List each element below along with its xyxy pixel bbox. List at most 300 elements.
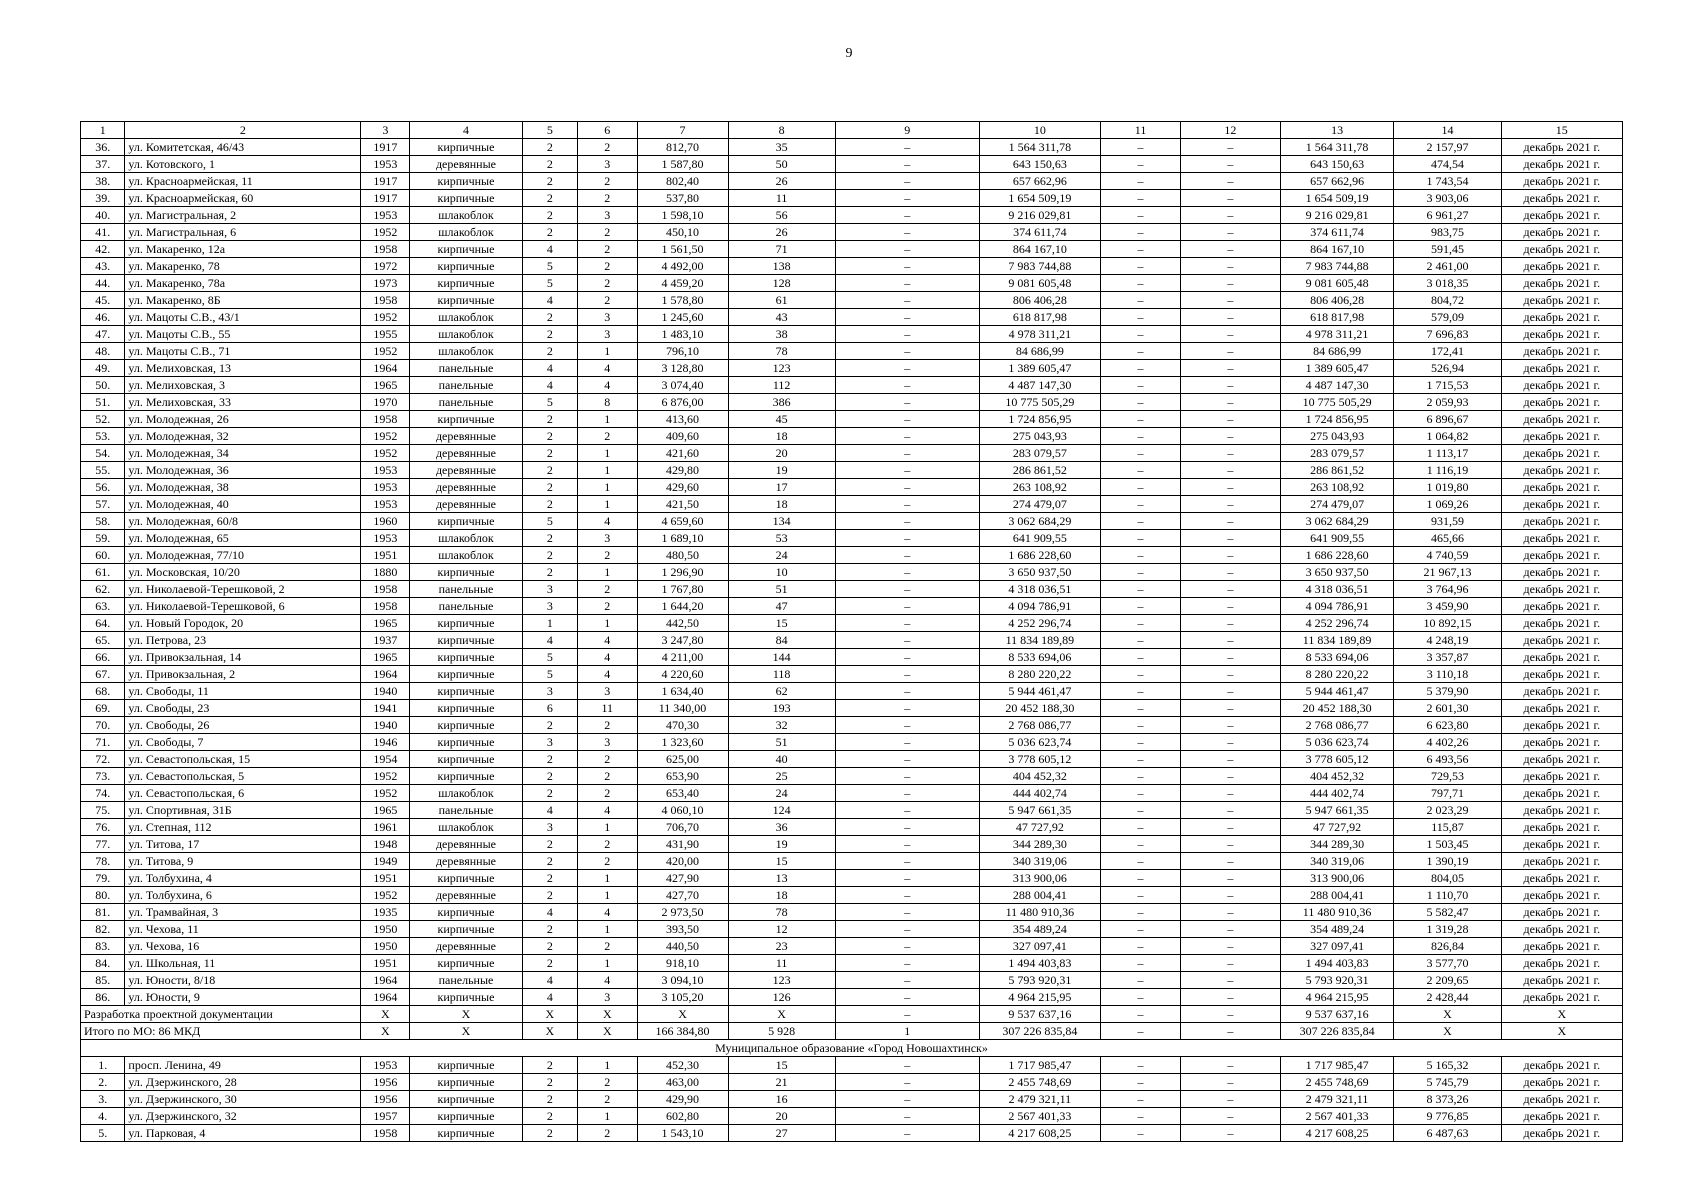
col11-cell: – bbox=[1100, 972, 1180, 989]
entrances-cell: 2 bbox=[578, 428, 638, 445]
col9-cell: – bbox=[835, 462, 979, 479]
area-cell: 463,00 bbox=[637, 1074, 728, 1091]
col11-cell: – bbox=[1100, 224, 1180, 241]
address-cell: ул. Свободы, 7 bbox=[125, 734, 361, 751]
address-cell: ул. Новый Городок, 20 bbox=[125, 615, 361, 632]
residents-cell: 51 bbox=[728, 581, 835, 598]
cost-cell: 11 834 189,89 bbox=[979, 632, 1100, 649]
col9-cell: – bbox=[835, 309, 979, 326]
address-cell: ул. Севастопольская, 5 bbox=[125, 768, 361, 785]
cost-cell: 47 727,92 bbox=[979, 819, 1100, 836]
cost-cell: 3 650 937,50 bbox=[979, 564, 1100, 581]
per-m2-cell: 10 892,15 bbox=[1394, 615, 1501, 632]
material-cell: кирпичные bbox=[410, 139, 523, 156]
col12-cell: – bbox=[1181, 972, 1281, 989]
residents-cell: 138 bbox=[728, 258, 835, 275]
row-number-cell: 58. bbox=[81, 513, 125, 530]
table-row bbox=[81, 921, 1623, 938]
floors-cell: 2 bbox=[522, 343, 577, 360]
cost-cell: 4 252 296,74 bbox=[979, 615, 1100, 632]
col9-cell: – bbox=[835, 479, 979, 496]
deadline-cell: декабрь 2021 г. bbox=[1501, 938, 1622, 955]
year-cell: 1958 bbox=[361, 598, 410, 615]
col9-cell: – bbox=[835, 224, 979, 241]
col11-cell: – bbox=[1100, 156, 1180, 173]
row-number-cell: 74. bbox=[81, 785, 125, 802]
address-cell: ул. Школьная, 11 bbox=[125, 955, 361, 972]
address-cell: ул. Мелиховская, 3 bbox=[125, 377, 361, 394]
entrances-cell: 2 bbox=[578, 751, 638, 768]
material-cell: кирпичные bbox=[410, 649, 523, 666]
entrances-cell: 2 bbox=[578, 547, 638, 564]
per-m2-cell: 172,41 bbox=[1394, 343, 1501, 360]
total-cell: 340 319,06 bbox=[1280, 853, 1394, 870]
material-cell: кирпичные bbox=[410, 989, 523, 1006]
col9-cell: – bbox=[835, 139, 979, 156]
row-number-cell: 70. bbox=[81, 717, 125, 734]
deadline-cell: декабрь 2021 г. bbox=[1501, 700, 1622, 717]
deadline-cell: декабрь 2021 г. bbox=[1501, 785, 1622, 802]
entrances-cell: 2 bbox=[578, 785, 638, 802]
col9-cell: – bbox=[835, 751, 979, 768]
total-cell: 8 533 694,06 bbox=[1280, 649, 1394, 666]
residents-cell: 11 bbox=[728, 190, 835, 207]
col12-cell: – bbox=[1181, 836, 1281, 853]
total-cell: 20 452 188,30 bbox=[1280, 700, 1394, 717]
floors-cell: 2 bbox=[522, 870, 577, 887]
table-row bbox=[81, 564, 1623, 581]
per-m2-cell: 21 967,13 bbox=[1394, 564, 1501, 581]
floors-cell: 2 bbox=[522, 768, 577, 785]
row-number-cell: 48. bbox=[81, 343, 125, 360]
material-cell: панельные bbox=[410, 802, 523, 819]
deadline-cell: декабрь 2021 г. bbox=[1501, 564, 1622, 581]
residents-cell: 56 bbox=[728, 207, 835, 224]
total-cell: 288 004,41 bbox=[1280, 887, 1394, 904]
deadline-cell: декабрь 2021 г. bbox=[1501, 768, 1622, 785]
year-cell: 1958 bbox=[361, 292, 410, 309]
column-number-cell: 14 bbox=[1394, 122, 1501, 139]
deadline-cell: декабрь 2021 г. bbox=[1501, 819, 1622, 836]
material-cell: кирпичные bbox=[410, 683, 523, 700]
material-cell: панельные bbox=[410, 598, 523, 615]
area-cell: 1 634,40 bbox=[637, 683, 728, 700]
col12-cell: – bbox=[1181, 802, 1281, 819]
per-m2-cell: 931,59 bbox=[1394, 513, 1501, 530]
residents-cell: 35 bbox=[728, 139, 835, 156]
area-cell: 1 587,80 bbox=[637, 156, 728, 173]
cost-cell: 5 036 623,74 bbox=[979, 734, 1100, 751]
address-cell: ул. Привокзальная, 14 bbox=[125, 649, 361, 666]
deadline-cell: X bbox=[1501, 1006, 1622, 1023]
col9-cell: – bbox=[835, 632, 979, 649]
material-cell: кирпичные bbox=[410, 275, 523, 292]
col12-cell: – bbox=[1181, 479, 1281, 496]
col12-cell: – bbox=[1181, 275, 1281, 292]
col9-cell: – bbox=[835, 326, 979, 343]
total-cell: 2 768 086,77 bbox=[1280, 717, 1394, 734]
deadline-cell: декабрь 2021 г. bbox=[1501, 921, 1622, 938]
floors-cell: 5 bbox=[522, 649, 577, 666]
floors-cell: 2 bbox=[522, 462, 577, 479]
address-cell: ул. Мацоты С.В., 55 bbox=[125, 326, 361, 343]
table-row bbox=[81, 173, 1623, 190]
residents-cell: 18 bbox=[728, 428, 835, 445]
total-cell: 313 900,06 bbox=[1280, 870, 1394, 887]
cost-cell: 283 079,57 bbox=[979, 445, 1100, 462]
col12-cell: – bbox=[1181, 649, 1281, 666]
col9-cell: – bbox=[835, 1057, 979, 1074]
deadline-cell: декабрь 2021 г. bbox=[1501, 258, 1622, 275]
year-cell: 1958 bbox=[361, 241, 410, 258]
deadline-cell: декабрь 2021 г. bbox=[1501, 581, 1622, 598]
year-cell: 1949 bbox=[361, 853, 410, 870]
address-cell: ул. Комитетская, 46/43 bbox=[125, 139, 361, 156]
col11-cell: – bbox=[1100, 904, 1180, 921]
deadline-cell: декабрь 2021 г. bbox=[1501, 513, 1622, 530]
total-cell: 1 494 403,83 bbox=[1280, 955, 1394, 972]
column-number-cell: 7 bbox=[637, 122, 728, 139]
row-number-cell: 73. bbox=[81, 768, 125, 785]
floors-cell: 2 bbox=[522, 938, 577, 955]
year-cell: 1953 bbox=[361, 1057, 410, 1074]
address-cell: ул. Севастопольская, 15 bbox=[125, 751, 361, 768]
area-cell: 4 492,00 bbox=[637, 258, 728, 275]
cost-cell: 1 686 228,60 bbox=[979, 547, 1100, 564]
total-cell: 4 978 311,21 bbox=[1280, 326, 1394, 343]
column-number-cell: 3 bbox=[361, 122, 410, 139]
year-cell: 1952 bbox=[361, 224, 410, 241]
floors-cell: 2 bbox=[522, 156, 577, 173]
col12-cell: – bbox=[1181, 887, 1281, 904]
col12-cell: – bbox=[1181, 1057, 1281, 1074]
col11-cell: – bbox=[1100, 1108, 1180, 1125]
table-row bbox=[81, 360, 1623, 377]
year-cell: 1965 bbox=[361, 377, 410, 394]
deadline-cell: X bbox=[1501, 1023, 1622, 1040]
col11-cell: – bbox=[1100, 989, 1180, 1006]
entrances-cell: 1 bbox=[578, 819, 638, 836]
entrances-cell: 2 bbox=[578, 836, 638, 853]
address-cell: ул. Дзержинского, 32 bbox=[125, 1108, 361, 1125]
floors-cell: 3 bbox=[522, 734, 577, 751]
deadline-cell: декабрь 2021 г. bbox=[1501, 496, 1622, 513]
area-cell: 812,70 bbox=[637, 139, 728, 156]
year-cell: 1937 bbox=[361, 632, 410, 649]
material-cell: кирпичные bbox=[410, 921, 523, 938]
total-cell: 283 079,57 bbox=[1280, 445, 1394, 462]
entrances-cell: 2 bbox=[578, 275, 638, 292]
address-cell: ул. Титова, 17 bbox=[125, 836, 361, 853]
table-row bbox=[81, 139, 1623, 156]
per-m2-cell: 2 209,65 bbox=[1394, 972, 1501, 989]
entrances-cell: 1 bbox=[578, 921, 638, 938]
deadline-cell: декабрь 2021 г. bbox=[1501, 428, 1622, 445]
col12-cell: – bbox=[1181, 1125, 1281, 1142]
cost-cell: 7 983 744,88 bbox=[979, 258, 1100, 275]
deadline-cell: декабрь 2021 г. bbox=[1501, 411, 1622, 428]
material-cell: панельные bbox=[410, 972, 523, 989]
residents-cell: 43 bbox=[728, 309, 835, 326]
row-number-cell: 61. bbox=[81, 564, 125, 581]
col12-cell: – bbox=[1181, 683, 1281, 700]
entrances-cell: 4 bbox=[578, 513, 638, 530]
deadline-cell: декабрь 2021 г. bbox=[1501, 1091, 1622, 1108]
per-m2-cell: 3 018,35 bbox=[1394, 275, 1501, 292]
residents-cell: 15 bbox=[728, 1057, 835, 1074]
deadline-cell: декабрь 2021 г. bbox=[1501, 955, 1622, 972]
row-number-cell: 79. bbox=[81, 870, 125, 887]
floors-cell: 5 bbox=[522, 275, 577, 292]
area-cell: 1 578,80 bbox=[637, 292, 728, 309]
entrances-cell: 2 bbox=[578, 190, 638, 207]
year-cell: 1951 bbox=[361, 547, 410, 564]
residents-cell: 118 bbox=[728, 666, 835, 683]
cost-cell: 9 216 029,81 bbox=[979, 207, 1100, 224]
col12-cell: – bbox=[1181, 139, 1281, 156]
residents-cell: 47 bbox=[728, 598, 835, 615]
col9-cell: – bbox=[835, 717, 979, 734]
table-row bbox=[81, 581, 1623, 598]
residents-cell: 84 bbox=[728, 632, 835, 649]
col9-cell: – bbox=[835, 241, 979, 258]
deadline-cell: декабрь 2021 г. bbox=[1501, 904, 1622, 921]
total-cell: 5 944 461,47 bbox=[1280, 683, 1394, 700]
material-cell: кирпичные bbox=[410, 411, 523, 428]
col9-cell: – bbox=[835, 394, 979, 411]
per-m2-cell: 1 503,45 bbox=[1394, 836, 1501, 853]
col11-cell: – bbox=[1100, 496, 1180, 513]
residents-cell: 11 bbox=[728, 955, 835, 972]
year-cell: 1961 bbox=[361, 819, 410, 836]
floors-cell: 3 bbox=[522, 819, 577, 836]
col12-cell: – bbox=[1181, 241, 1281, 258]
column-number-cell: 6 bbox=[578, 122, 638, 139]
year-cell: 1952 bbox=[361, 768, 410, 785]
entrances-cell: 3 bbox=[578, 683, 638, 700]
per-m2-cell: 5 745,79 bbox=[1394, 1074, 1501, 1091]
row-number-cell: 57. bbox=[81, 496, 125, 513]
residents-cell: X bbox=[728, 1006, 835, 1023]
col11-cell: – bbox=[1100, 683, 1180, 700]
year-cell: 1972 bbox=[361, 258, 410, 275]
per-m2-cell: 6 493,56 bbox=[1394, 751, 1501, 768]
row-number-cell: 37. bbox=[81, 156, 125, 173]
per-m2-cell: 3 903,06 bbox=[1394, 190, 1501, 207]
floors-cell: 2 bbox=[522, 1074, 577, 1091]
col9-cell: – bbox=[835, 428, 979, 445]
col11-cell: – bbox=[1100, 598, 1180, 615]
floors-cell: 1 bbox=[522, 615, 577, 632]
cost-cell: 307 226 835,84 bbox=[979, 1023, 1100, 1040]
floors-cell: 2 bbox=[522, 428, 577, 445]
residents-cell: 51 bbox=[728, 734, 835, 751]
row-number-cell: 66. bbox=[81, 649, 125, 666]
cost-cell: 9 081 605,48 bbox=[979, 275, 1100, 292]
residents-cell: 53 bbox=[728, 530, 835, 547]
col12-cell: – bbox=[1181, 1074, 1281, 1091]
address-cell: ул. Магистральная, 6 bbox=[125, 224, 361, 241]
area-cell: 1 323,60 bbox=[637, 734, 728, 751]
cost-cell: 8 533 694,06 bbox=[979, 649, 1100, 666]
col12-cell: – bbox=[1181, 870, 1281, 887]
address-cell: ул. Свободы, 11 bbox=[125, 683, 361, 700]
area-cell: 1 767,80 bbox=[637, 581, 728, 598]
cost-cell: 1 494 403,83 bbox=[979, 955, 1100, 972]
area-cell: 429,90 bbox=[637, 1091, 728, 1108]
entrances-cell: 2 bbox=[578, 853, 638, 870]
residents-cell: 10 bbox=[728, 564, 835, 581]
material-cell: деревянные bbox=[410, 496, 523, 513]
col9-cell: – bbox=[835, 1108, 979, 1125]
year-cell: 1951 bbox=[361, 870, 410, 887]
per-m2-cell: 2 059,93 bbox=[1394, 394, 1501, 411]
deadline-cell: декабрь 2021 г. bbox=[1501, 479, 1622, 496]
year-cell: 1970 bbox=[361, 394, 410, 411]
deadline-cell: декабрь 2021 г. bbox=[1501, 751, 1622, 768]
year-cell: 1953 bbox=[361, 207, 410, 224]
row-number-cell: 53. bbox=[81, 428, 125, 445]
col12-cell: – bbox=[1181, 445, 1281, 462]
col9-cell: – bbox=[835, 343, 979, 360]
cost-cell: 4 978 311,21 bbox=[979, 326, 1100, 343]
col12-cell: – bbox=[1181, 377, 1281, 394]
cost-cell: 5 947 661,35 bbox=[979, 802, 1100, 819]
col11-cell: – bbox=[1100, 938, 1180, 955]
col9-cell: – bbox=[835, 938, 979, 955]
col9-cell: – bbox=[835, 802, 979, 819]
deadline-cell: декабрь 2021 г. bbox=[1501, 1108, 1622, 1125]
floors-cell: 3 bbox=[522, 683, 577, 700]
residents-cell: 45 bbox=[728, 411, 835, 428]
row-number-cell: 67. bbox=[81, 666, 125, 683]
total-cell: 263 108,92 bbox=[1280, 479, 1394, 496]
total-row bbox=[81, 1023, 1623, 1040]
floors-cell: 2 bbox=[522, 1125, 577, 1142]
floors-cell: 2 bbox=[522, 717, 577, 734]
per-m2-cell: 1 110,70 bbox=[1394, 887, 1501, 904]
area-cell: 1 483,10 bbox=[637, 326, 728, 343]
deadline-cell: декабрь 2021 г. bbox=[1501, 377, 1622, 394]
col12-cell: – bbox=[1181, 564, 1281, 581]
col9-cell: – bbox=[835, 1091, 979, 1108]
area-cell: 413,60 bbox=[637, 411, 728, 428]
row-number-cell: 68. bbox=[81, 683, 125, 700]
entrances-cell: 2 bbox=[578, 292, 638, 309]
row-number-cell: 36. bbox=[81, 139, 125, 156]
floors-cell: 2 bbox=[522, 411, 577, 428]
cost-cell: 9 537 637,16 bbox=[979, 1006, 1100, 1023]
col11-cell: – bbox=[1100, 666, 1180, 683]
table-row bbox=[81, 1057, 1623, 1074]
entrances-cell: 1 bbox=[578, 343, 638, 360]
per-m2-cell: 2 461,00 bbox=[1394, 258, 1501, 275]
col11-cell: – bbox=[1100, 802, 1180, 819]
material-cell: кирпичные bbox=[410, 870, 523, 887]
address-cell: ул. Свободы, 26 bbox=[125, 717, 361, 734]
col12-cell: – bbox=[1181, 428, 1281, 445]
row-number-cell: 62. bbox=[81, 581, 125, 598]
per-m2-cell: 3 459,90 bbox=[1394, 598, 1501, 615]
cost-cell: 618 817,98 bbox=[979, 309, 1100, 326]
cost-cell: 444 402,74 bbox=[979, 785, 1100, 802]
cost-cell: 286 861,52 bbox=[979, 462, 1100, 479]
address-cell: ул. Мацоты С.В., 43/1 bbox=[125, 309, 361, 326]
year-cell: 1952 bbox=[361, 785, 410, 802]
table-row bbox=[81, 326, 1623, 343]
cost-cell: 20 452 188,30 bbox=[979, 700, 1100, 717]
col11-cell: – bbox=[1100, 343, 1180, 360]
deadline-cell: декабрь 2021 г. bbox=[1501, 292, 1622, 309]
total-cell: 2 455 748,69 bbox=[1280, 1074, 1394, 1091]
address-cell: ул. Котовского, 1 bbox=[125, 156, 361, 173]
col11-cell: – bbox=[1100, 700, 1180, 717]
residents-cell: 62 bbox=[728, 683, 835, 700]
floors-cell: 2 bbox=[522, 326, 577, 343]
area-cell: 421,60 bbox=[637, 445, 728, 462]
material-cell: кирпичные bbox=[410, 190, 523, 207]
material-cell: деревянные bbox=[410, 462, 523, 479]
total-cell: 4 094 786,91 bbox=[1280, 598, 1394, 615]
deadline-cell: декабрь 2021 г. bbox=[1501, 683, 1622, 700]
residents-cell: 193 bbox=[728, 700, 835, 717]
total-cell: 354 489,24 bbox=[1280, 921, 1394, 938]
total-cell: 275 043,93 bbox=[1280, 428, 1394, 445]
col11-cell: – bbox=[1100, 530, 1180, 547]
row-number-cell: 72. bbox=[81, 751, 125, 768]
area-cell: 3 074,40 bbox=[637, 377, 728, 394]
total-cell: 3 778 605,12 bbox=[1280, 751, 1394, 768]
total-cell: 1 724 856,95 bbox=[1280, 411, 1394, 428]
year-cell: 1953 bbox=[361, 156, 410, 173]
address-cell: ул. Молодежная, 34 bbox=[125, 445, 361, 462]
cost-cell: 1 654 509,19 bbox=[979, 190, 1100, 207]
address-cell: просп. Ленина, 49 bbox=[125, 1057, 361, 1074]
per-m2-cell: 4 740,59 bbox=[1394, 547, 1501, 564]
address-cell: ул. Дзержинского, 30 bbox=[125, 1091, 361, 1108]
col11-cell: – bbox=[1100, 717, 1180, 734]
column-number-cell: 9 bbox=[835, 122, 979, 139]
year-cell: 1956 bbox=[361, 1074, 410, 1091]
area-cell: 470,30 bbox=[637, 717, 728, 734]
address-cell: ул. Макаренко, 12а bbox=[125, 241, 361, 258]
total-cell: 1 564 311,78 bbox=[1280, 139, 1394, 156]
row-number-cell: 38. bbox=[81, 173, 125, 190]
entrances-cell: 1 bbox=[578, 1057, 638, 1074]
material-cell: деревянные bbox=[410, 445, 523, 462]
total-cell: 11 480 910,36 bbox=[1280, 904, 1394, 921]
total-cell: 444 402,74 bbox=[1280, 785, 1394, 802]
year-cell: 1952 bbox=[361, 309, 410, 326]
floors-cell: 2 bbox=[522, 564, 577, 581]
cost-cell: 806 406,28 bbox=[979, 292, 1100, 309]
col12-cell: – bbox=[1181, 394, 1281, 411]
deadline-cell: декабрь 2021 г. bbox=[1501, 802, 1622, 819]
entrances-cell: 1 bbox=[578, 1108, 638, 1125]
year-cell: 1917 bbox=[361, 139, 410, 156]
material-cell: панельные bbox=[410, 581, 523, 598]
table-row bbox=[81, 394, 1623, 411]
row-number-cell: 51. bbox=[81, 394, 125, 411]
col9-cell: – bbox=[835, 598, 979, 615]
col12-cell: – bbox=[1181, 666, 1281, 683]
total-cell: 404 452,32 bbox=[1280, 768, 1394, 785]
floors-cell: 4 bbox=[522, 292, 577, 309]
col11-cell: – bbox=[1100, 428, 1180, 445]
entrances-cell: 1 bbox=[578, 496, 638, 513]
entrances-cell: 1 bbox=[578, 870, 638, 887]
area-cell: 450,10 bbox=[637, 224, 728, 241]
